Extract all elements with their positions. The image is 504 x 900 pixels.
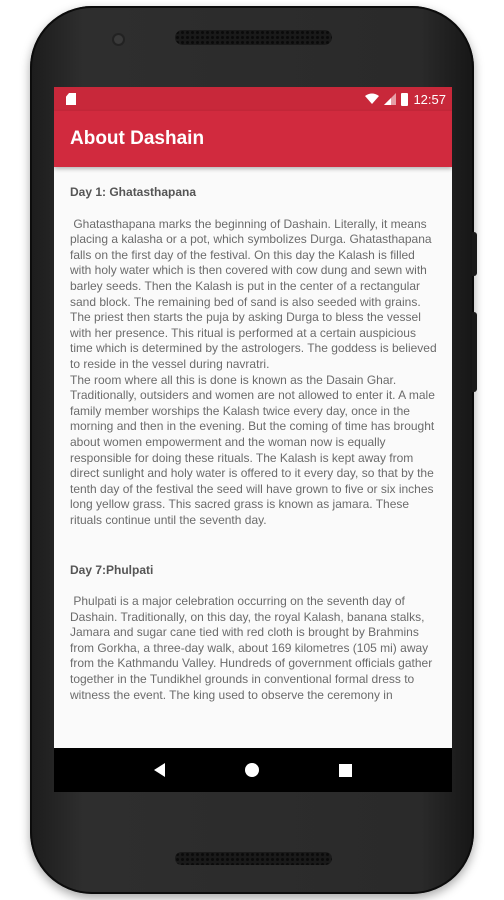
status-bar [54,87,452,111]
status-icons [365,92,446,107]
device-screen [54,87,452,792]
section-heading-day1: Day 1: Ghatasthapana [70,185,197,199]
clock: 12:57 [413,91,446,107]
battery-icon [401,93,408,106]
home-icon[interactable] [245,763,259,777]
front-camera [114,35,123,44]
recents-icon[interactable] [339,764,352,777]
bottom-speaker-grill [175,852,332,865]
volume-button [472,312,477,392]
navigation-bar [54,748,452,792]
power-button [472,232,477,276]
signal-icon [384,93,396,105]
section-body-day1: Ghatasthapana marks the beginning of Dashain. Literally, it means placing a kalasha or a pot, which symbolizes Durga. Ghatasthapana falls on the first day of the festival. On this day the Kalash is filled with holy water which is then covered with cow dung and sewn with barley seeds. Then the Kalash is put in the center of a rectangular sand block. The remaining bed of sand is also seeded with grains. The priest then starts the puja by asking Durga to bless the vessel with her presence. This ritual is performed at a certain auspicious time which is determined by the astrologers. The goddess is believed to reside in the vessel during navratri. The room where all this is done is known as the Dasain Ghar. Traditionally, outsiders and women are not allowed to enter it. A male family member worships the Kalash twice every day, once in the morning and then in the evening. But the coming of time has brought about women empowerment and the woman now is equally responsible for doing these rituals. The Kalash is kept away from direct sunlight and holy water is offered to it every day, so that by the tenth day of the festival the seed will have grown to five or six inches long yellow grass. This sacred grass is known as jamara. These rituals continue until the seventh day. [70,216,437,527]
article-content[interactable] [54,167,452,748]
top-speaker-grill [175,30,332,45]
app-bar [54,111,452,167]
back-icon[interactable] [154,763,165,777]
wifi-icon [365,93,379,105]
section-body-day7: Phulpati is a major celebration occurring on the seventh day of Dashain. Traditionally, on this day, the royal Kalash, banana stalks, Jamara and sugar cane tied with red cloth is brought by Brahmins from Gorkha, a three-day walk, about 169 kilometres (105 mi) away from the Kathmandu Valley. Hundreds of government officials gather together in the Tundikhel grounds in conventional formal dress to witness the event. The king used to observe the ceremony in [70,594,436,702]
section-heading-day7: Day 7:Phulpati [70,563,154,578]
page-title: About Dashain [70,128,205,149]
sd-card-icon [66,93,76,105]
